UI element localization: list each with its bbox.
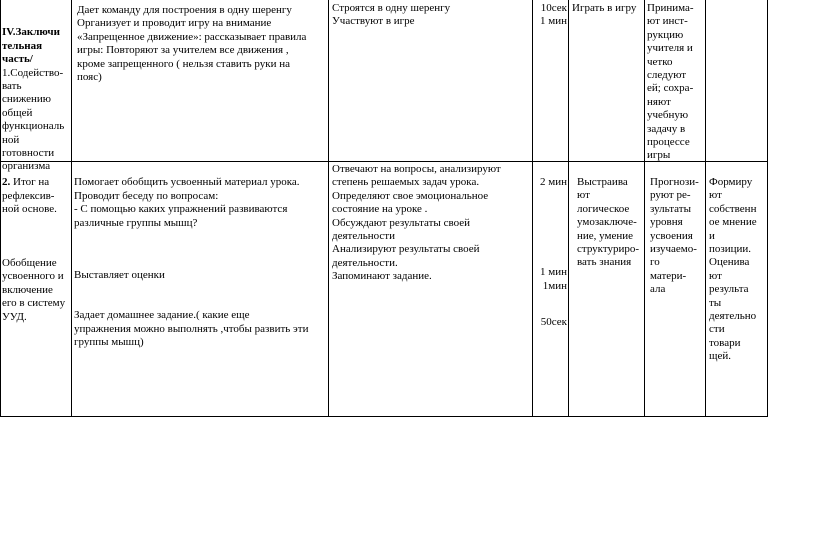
row2-extra: Формиру ют собственн ое мнение и позиции. Оценива ют результа ты деятельно сти товари щей. <box>709 176 757 363</box>
row2-stage-title: Итог на рефлексив- ной основе. <box>2 176 57 216</box>
row2-result: Прогнози- руют ре- зультаты уровня усвоения изучаемо- го матери- ала <box>650 176 699 296</box>
column-divider-5 <box>644 0 645 416</box>
row2-teacher-homework: Задает домашнее задание.( какие еще упражнения можно выполнять ,чтобы развить эти группы мышц) <box>74 309 309 349</box>
table-border-right <box>767 0 768 416</box>
row2-teacher-activity <box>74 163 328 363</box>
row2-time-1: 2 мин <box>540 176 567 189</box>
row2-time-2: 1 мин 1мин <box>540 266 567 292</box>
row2-method: Выстраива ют логическое умозаключе- ние, умение структуриро- вать знания <box>577 176 640 269</box>
row1-result: Принима- ют инст- рукцию учителя и четко следуют ей; сохра- няют учебную задачу в процессе игры <box>647 2 694 162</box>
row2-stage-cell <box>2 163 70 337</box>
row1-teacher-activity: Дает команду для построения в одну шеренгу Организует и проводит игру на внимание «Запрещенное движение»: рассказывает правила игры: Повторяют за учителем все движения , кроме запрещенного ( нельзя ставить руки на пояс) <box>77 4 307 84</box>
column-divider-1 <box>71 0 72 416</box>
row1-method: Играть в игру <box>572 2 637 14</box>
row2-stage-number: 2. <box>2 176 11 189</box>
table-border-left <box>0 0 1 416</box>
row2-stage-summary: Обобщение усвоенного и включение его в систему УУД. <box>2 257 66 323</box>
row1-stage-text: 1.Содейство- вать снижению общей функциональ ной готовности организма <box>2 66 65 173</box>
row2-time-3: 50сек <box>540 316 567 329</box>
column-divider-3 <box>532 0 533 416</box>
row1-stage-cell <box>2 13 70 187</box>
column-divider-6 <box>705 0 706 416</box>
table-border-bottom <box>0 416 768 417</box>
row2-teacher-grades: Выставляет оценки <box>74 269 165 282</box>
row1-stage-title: IV.Заключи тельная часть/ <box>2 26 60 66</box>
column-divider-4 <box>568 0 569 416</box>
row2-student-activity: Отвечают на вопросы, анализируют степень решаемых задач урока. Определяют свое эмоциональное состояние на уроке . Обсуждают результаты своей деятельности Анализируют результаты своей деятельности. Запоминают задание. <box>332 163 501 283</box>
row1-student-activity: Строятся в одну шеренгу Участвуют в игре <box>332 2 451 28</box>
row1-time: 10сек 1 мин <box>540 2 567 28</box>
row2-teacher-questions: Помогает обобщить усвоенный материал урока. Проводит беседу по вопросам: - С помощью каких упражнений развиваются различные группы мышц? <box>74 176 300 229</box>
row2-time-cell <box>534 163 567 343</box>
